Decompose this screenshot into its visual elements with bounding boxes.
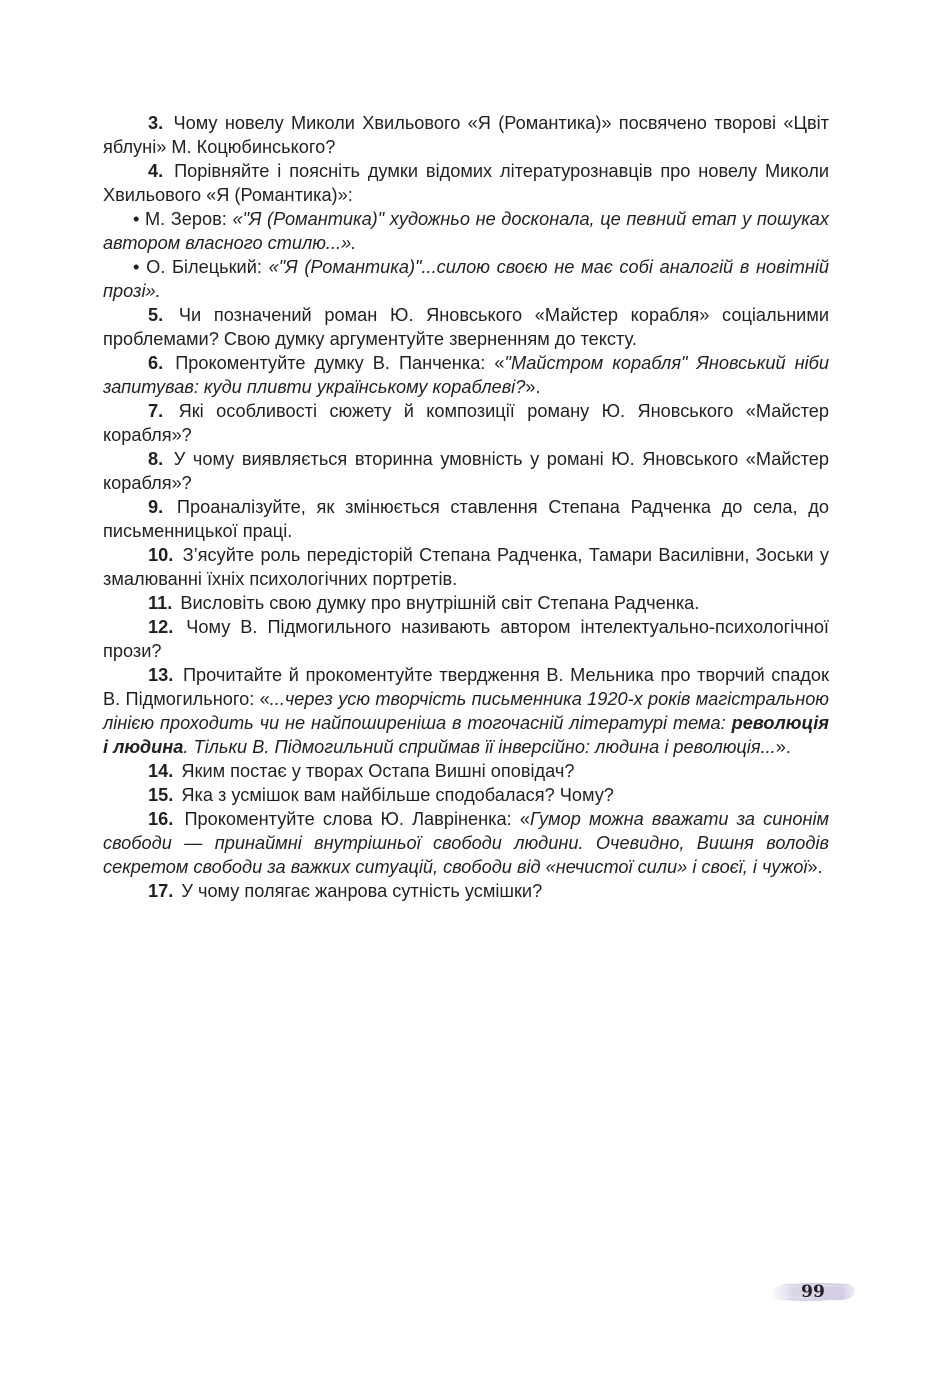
question-text: Проаналізуйте, як змінюється ставлення Степана Радченка до села, до письменницької праці. (103, 497, 829, 541)
question-text: Які особливості сюжету й композиції роману Ю. Яновського «Майстер корабля»? (103, 401, 829, 445)
question-item (103, 615, 829, 663)
question-text: Прокоментуйте слова Ю. Лавріненка: « (184, 809, 530, 829)
question-number: 17. (148, 881, 174, 901)
question-item (103, 159, 829, 207)
question-item (103, 351, 829, 399)
question-text: У чому виявляється вторинна умовність у романі Ю. Яновського «Майстер корабля»? (103, 449, 829, 493)
page-number: 99 (801, 1282, 825, 1302)
question-item (103, 447, 829, 495)
quote-text: . Тільки В. Підмогильний сприймав її інверсійно: людина і революція... (183, 737, 776, 757)
question-number: 10. (148, 545, 174, 565)
bullet-item (103, 207, 829, 255)
quote-text: "Майстром корабля" Яновський ніби запитував: куди пливти українському кораблеві? (103, 353, 830, 397)
question-text: Прочитайте й прокоментуйте твердження В. Мельника про творчий спадок В. Підмогильного: « (103, 665, 829, 709)
page-number-badge (770, 1278, 856, 1306)
question-text: Яким постає у творах Остапа Вишні оповідач? (181, 761, 575, 781)
question-text: У чому полягає жанрова сутність усмішки? (181, 881, 543, 901)
question-item (103, 807, 829, 879)
question-text: Висловіть свою думку про внутрішній світ Степана Радченка. (180, 593, 700, 613)
question-number: 8. (148, 449, 164, 469)
question-text: ». (807, 857, 823, 877)
question-text: Чому В. Підмогильного називають автором інтелектуально-психологічної прози? (103, 617, 829, 661)
question-text: Чи позначений роман Ю. Яновського «Майстер корабля» соціальними проблемами? Свою думку аргументуйте зверненням до тексту. (103, 305, 830, 349)
question-item (103, 303, 829, 351)
question-text: М. Зеров: (144, 209, 233, 229)
question-text: З’ясуйте роль передісторій Степана Радченка, Тамари Василівни, Зоськи у змалюванні їхніх психологічних портретів. (103, 545, 829, 589)
emphasis-text: революція і людина (103, 713, 829, 757)
question-item (103, 495, 829, 543)
question-item (103, 783, 829, 807)
question-number: 12. (148, 617, 174, 637)
question-text: Порівняйте і поясніть думки відомих літературознавців про новелу Миколи Хвильового «Я (Романтика)»: (103, 161, 829, 205)
question-number: 14. (148, 761, 174, 781)
quote-text: Гумор можна вважати за синонім свободи — принаймні внутрішньої свободи людини. Очевидно, Вишня володів секретом свободи за важких ситуацій, свободи від «нечистої сили» і своєї, і чужої (103, 809, 829, 877)
quote-text: «"Я (Романтика)" художньо не досконала, це певний етап у пошуках автором власного стилю...». (103, 209, 829, 253)
question-item (103, 399, 829, 447)
question-item (103, 759, 829, 783)
question-number: 4. (148, 161, 164, 181)
question-number: 11. (148, 593, 173, 613)
question-item (103, 543, 829, 591)
question-number: 16. (148, 809, 174, 829)
bullet-item (103, 255, 829, 303)
question-number: 6. (148, 353, 164, 373)
question-number: 9. (148, 497, 164, 517)
question-number: 7. (148, 401, 164, 421)
quote-text: «"Я (Романтика)"...силою своєю не має собі аналогій в новітній прозі». (103, 257, 830, 301)
question-number: 5. (148, 305, 164, 325)
quote-text: ...через усю творчість письменника 1920-х років магістральною лінією проходить чи не найпоширеніша в тогочасній літературі тема: (103, 689, 829, 733)
bullet-marker: • (133, 209, 140, 229)
question-number: 15. (148, 785, 174, 805)
question-item (103, 111, 829, 159)
question-text: ». (775, 737, 791, 757)
question-text: Яка з усмішок вам найбільше сподобалася? Чому? (181, 785, 614, 805)
questions-list (103, 111, 829, 903)
question-item (103, 591, 829, 615)
question-number: 3. (148, 113, 164, 133)
bullet-marker: • (133, 257, 140, 277)
question-text: Чому новелу Миколи Хвильового «Я (Романтика)» посвячено творові «Цвіт яблуні» М. Коцюбинського? (103, 113, 829, 157)
question-item (103, 879, 829, 903)
question-number: 13. (148, 665, 174, 685)
question-item (103, 663, 829, 759)
question-text: О. Білецький: (146, 257, 269, 277)
question-text: Прокоментуйте думку В. Панченка: « (175, 353, 505, 373)
question-text: ». (525, 377, 541, 397)
